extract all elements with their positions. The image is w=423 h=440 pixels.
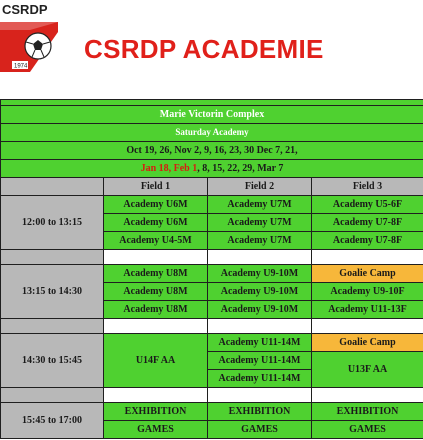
table-row (1, 265, 423, 283)
schedule-viewport (0, 99, 423, 440)
schedule-cell: Academy U7M (208, 196, 312, 214)
schedule-cell: Academy U6M (104, 196, 208, 214)
column-header-row (1, 178, 423, 196)
schedule-cell: EXHIBITION (208, 403, 312, 421)
column-header-field-3: Field 3 (312, 178, 423, 196)
corner-cell (1, 178, 104, 196)
schedule-cell: Academy U9-10M (208, 301, 312, 319)
schedule-cell: Academy U7-8F (312, 232, 423, 250)
goalie-camp-cell: Goalie Camp (312, 334, 423, 352)
schedule-cell: Academy U9-10F (312, 283, 423, 301)
dates-row-2 (1, 160, 423, 178)
schedule-cell: GAMES (208, 421, 312, 439)
schedule-cell: Academy U11-13F (312, 301, 423, 319)
schedule-table (0, 99, 423, 439)
table-row (1, 196, 423, 214)
schedule-cell: GAMES (312, 421, 423, 439)
schedule-cell: Academy U9-10M (208, 283, 312, 301)
spacer-row (1, 319, 423, 334)
dates-sep: , (197, 163, 203, 174)
schedule-cell: Academy U7M (208, 214, 312, 232)
schedule-cell: Academy U7-8F (312, 214, 423, 232)
logo-text: CSRDP (2, 2, 48, 17)
schedule-cell: Academy U7M (208, 232, 312, 250)
time-slot-3: 14:30 to 15:45 (1, 334, 104, 388)
schedule-cell: Academy U11-14M (208, 334, 312, 352)
spacer-row (1, 250, 423, 265)
goalie-camp-cell: Goalie Camp (312, 265, 423, 283)
schedule-cell: EXHIBITION (104, 403, 208, 421)
schedule-cell: Academy U9-10M (208, 265, 312, 283)
schedule-cell: Academy U11-14M (208, 352, 312, 370)
spacer-row (1, 388, 423, 403)
schedule-cell: EXHIBITION (312, 403, 423, 421)
dates-rest: 8, 15, 22, 29, Mar 7 (202, 163, 284, 174)
venue-row (1, 106, 423, 124)
schedule-cell: U14F AA (104, 334, 208, 388)
dates-row-1 (1, 142, 423, 160)
column-header-field-1: Field 1 (104, 178, 208, 196)
dates-line-2 (1, 160, 423, 178)
schedule-cell: Academy U5-6F (312, 196, 423, 214)
program-name: Saturday Academy (1, 124, 423, 142)
schedule-cell: Academy U8M (104, 301, 208, 319)
schedule-cell: GAMES (104, 421, 208, 439)
schedule-cell: Academy U4-5M (104, 232, 208, 250)
csrdp-logo (0, 0, 60, 80)
schedule-cell: Academy U8M (104, 265, 208, 283)
schedule-cell: U13F AA (312, 352, 423, 388)
table-row (1, 334, 423, 352)
table-row (1, 403, 423, 421)
schedule-cell: Academy U8M (104, 283, 208, 301)
schedule-cell: Academy U11-14M (208, 370, 312, 388)
venue-name: Marie Victorin Complex (1, 106, 423, 124)
column-header-field-2: Field 2 (208, 178, 312, 196)
logo-year: 1974 (14, 63, 28, 70)
page-title: CSRDP ACADEMIE (84, 34, 324, 64)
time-slot-4: 15:45 to 17:00 (1, 403, 104, 439)
dates-line-1: Oct 19, 26, Nov 2, 9, 16, 23, 30 Dec 7, 21, (1, 142, 423, 160)
time-slot-2: 13:15 to 14:30 (1, 265, 104, 319)
program-row (1, 124, 423, 142)
time-slot-1: 12:00 to 13:15 (1, 196, 104, 250)
schedule-cell: Academy U6M (104, 214, 208, 232)
dates-red: Jan 18, Feb 1 (140, 163, 198, 174)
